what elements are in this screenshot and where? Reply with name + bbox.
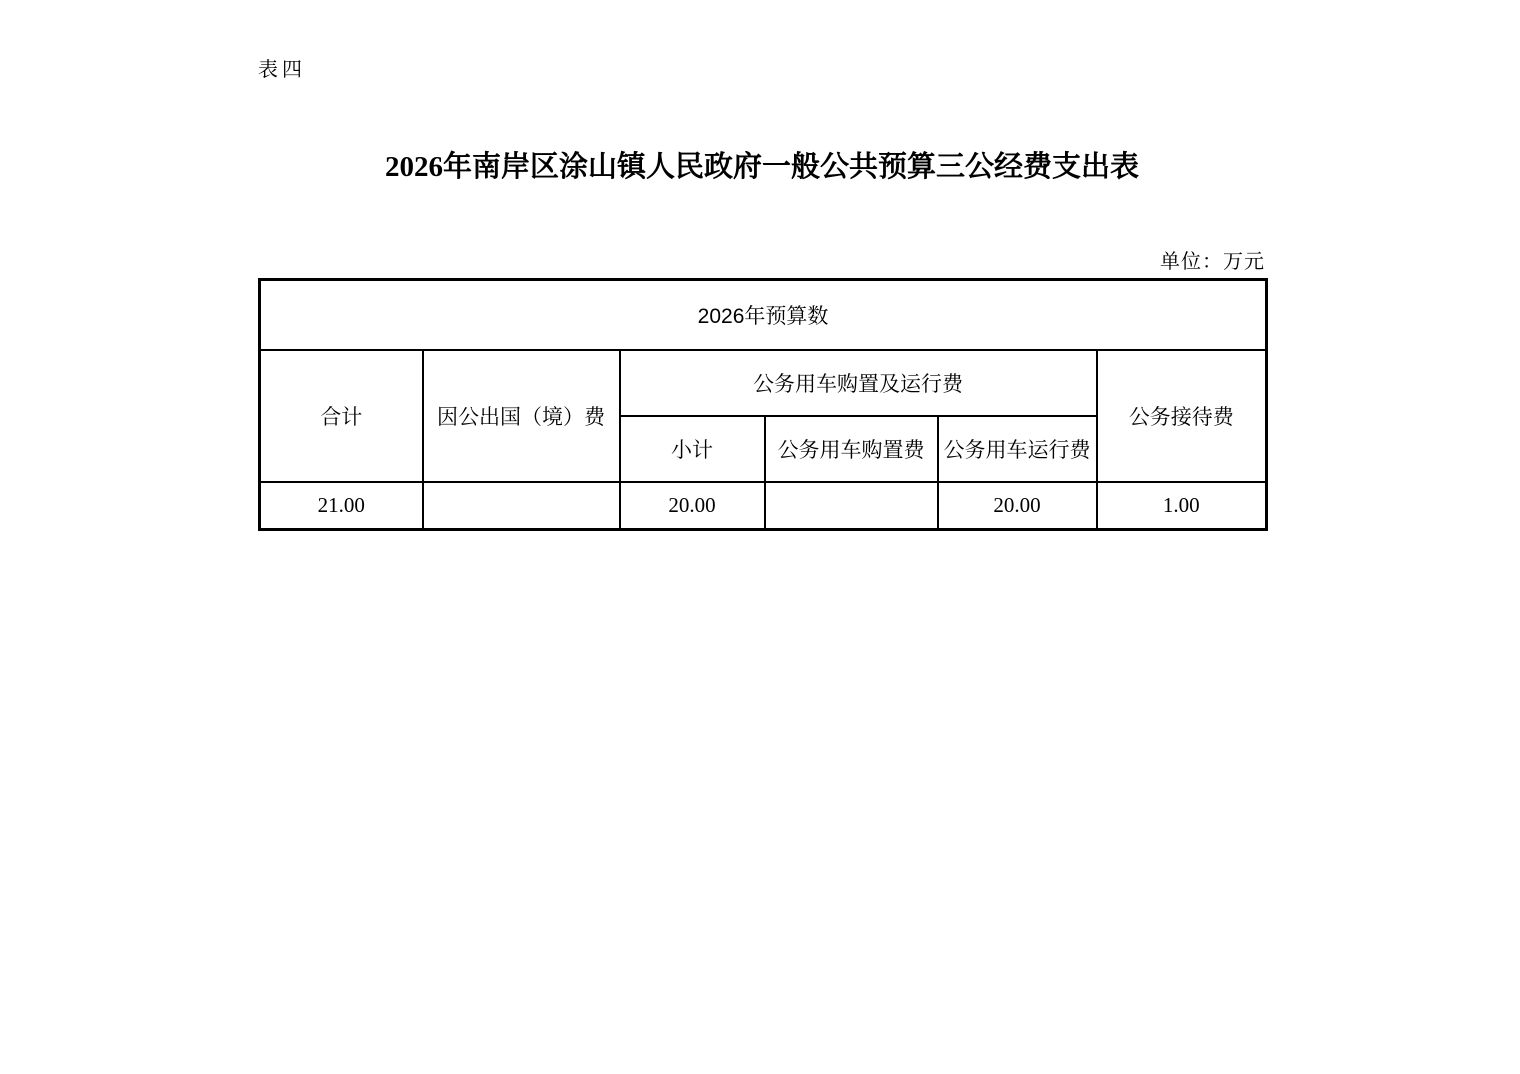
three-public-expense-table	[258, 278, 1268, 531]
table-row-data	[260, 482, 1267, 530]
header-cell-total: 合计	[260, 350, 423, 482]
header-cell-abroad: 因公出国（境）费	[423, 350, 620, 482]
header-cell-vehicle-group: 公务用车购置及运行费	[620, 350, 1097, 416]
table-tag: 表四	[258, 59, 306, 81]
page-title: 2026年南岸区涂山镇人民政府一般公共预算三公经费支出表	[384, 151, 1139, 183]
table-row-header-top	[260, 350, 1267, 416]
data-cell-reception: 1.00	[1097, 482, 1267, 530]
data-cell-vehicle-subtotal: 20.00	[620, 482, 765, 530]
data-cell-total: 21.00	[260, 482, 423, 530]
data-cell-abroad	[423, 482, 620, 530]
table-row-span-header	[260, 280, 1267, 350]
data-cell-vehicle-purchase	[765, 482, 938, 530]
data-cell-vehicle-operation: 20.00	[938, 482, 1097, 530]
header-cell-reception: 公务接待费	[1097, 350, 1267, 482]
header-cell-budget-year: 2026年预算数	[260, 280, 1267, 350]
header-cell-vehicle-subtotal: 小计	[620, 416, 765, 482]
header-cell-vehicle-purchase: 公务用车购置费	[765, 416, 938, 482]
unit-note: 单位：万元	[1160, 251, 1265, 273]
header-cell-vehicle-operation: 公务用车运行费	[938, 416, 1097, 482]
